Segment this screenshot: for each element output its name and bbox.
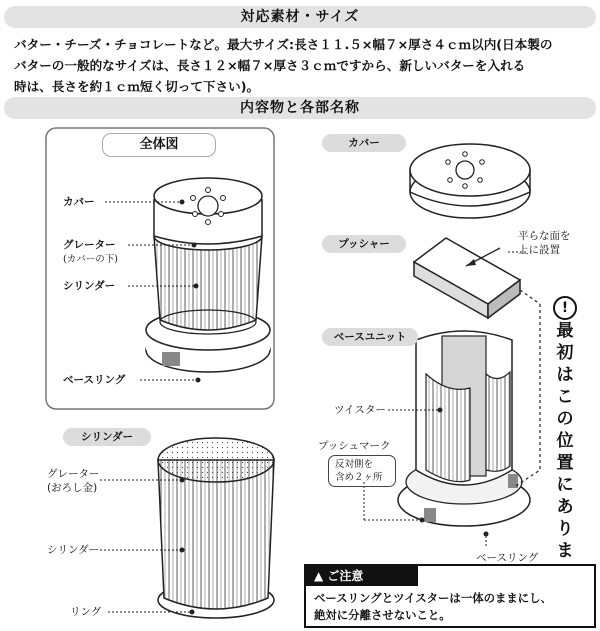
cover-part-drawing [410,144,530,218]
caution-line-1: ベースリングとツイスターは一体のままにし、 [314,591,552,605]
caution-text [314,590,590,624]
vertical-note-char: に [556,475,574,495]
pusher-note-line-1: 平らな面を [518,230,571,242]
caution-line-2: 絶対に分離させないこと。 [314,608,451,622]
pusher-part-title: プッシャー [322,235,406,253]
twister-label: ツイスター [334,404,386,416]
caution-header [306,566,418,586]
overview-title: 全体図 [102,133,216,157]
pusher-part-drawing [414,238,526,318]
exclamation-circle-icon: ! [553,296,577,320]
push-mark-note-box [328,455,396,487]
vertical-note-char: こ [556,387,574,407]
vertical-note-char: 最 [556,321,574,341]
overview-grater-label: グレーター [63,239,116,251]
cylinder-drawing [158,438,274,618]
vertical-note-char: は [556,365,574,385]
base-unit-base-ring-label: ベースリング [476,552,539,564]
cover-part-title: カバー [322,134,406,152]
cylinder-cylinder-label: シリンダー [47,544,100,556]
vertical-note-char: 置 [556,453,574,473]
contents-section-title: 内容物と各部名称 [4,97,596,119]
vertical-note-char: 初 [556,343,574,363]
cylinder-grater-label: グレーター [47,468,100,480]
vertical-note-char: り [556,519,574,539]
overview-grater-note: (カバーの下) [63,254,118,265]
materials-line-3: 時は、長さを約１ｃｍ短く切って下さい)。 [14,79,260,94]
vertical-note-char: の [556,409,574,429]
overview-cylinder-label: シリンダー [63,280,116,292]
cylinder-ring-label: リング [70,606,102,618]
overview-cover-label: カバー [63,196,95,208]
materials-line-2: バターの一般的なサイズは、長さ１２×幅７×厚さ３ｃｍですから、新しいバターを入れる [14,58,526,73]
vertical-note-char: あ [556,497,574,517]
push-mark-note-line-1: 反対側を [335,459,374,470]
vertical-note-char: ま [556,541,574,561]
vertical-note-char: 位 [556,431,574,451]
push-mark-label: プッシュマーク [318,440,391,452]
push-mark-note-line-2: 含め２ヶ所 [335,472,383,483]
cylinder-section-title: シリンダー [63,428,151,446]
base-unit-drawing [398,331,530,526]
caution-box [304,564,596,628]
overview-base-ring-label: ベースリング [63,374,126,386]
base-unit-title: ベースユニット [322,328,418,346]
materials-section-title: 対応素材・サイズ [4,6,596,28]
overview-unit-drawing [146,178,270,372]
caution-title: ご注意 [327,569,364,583]
warning-triangle-icon: ▲ [314,569,324,583]
materials-line-1: バター・チーズ・チョコレートなど。最大サイズ:長さ１１.５×幅７×厚さ４ｃｍ以内(日本製の [14,37,553,52]
pusher-note-line-2: 上に設置 [518,244,560,256]
cylinder-grater-note: (おろし金) [47,482,98,494]
